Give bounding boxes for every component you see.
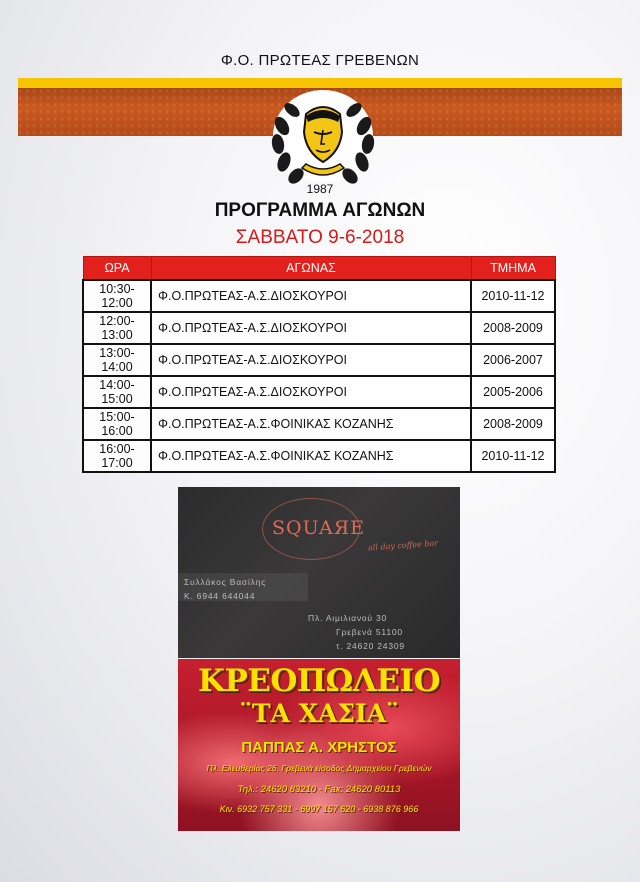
butcher-subtitle: ¨ΤΑ ΧΑΣΙΑ¨ — [239, 699, 399, 728]
square-tagline: all day coffee bar — [367, 538, 439, 553]
row-division: 2006-2007 — [471, 344, 555, 376]
table-row — [83, 280, 555, 312]
row-division: 2005-2006 — [471, 376, 555, 408]
square-contact-name: Συλλάκος Βασίλης — [184, 577, 267, 587]
row-match: Φ.Ο.ΠΡΩΤΕΑΣ-Α.Σ.ΔΙΟΣΚΟΥΡΟΙ — [151, 376, 471, 408]
ad-butcher-shop — [178, 659, 460, 831]
ad-square-coffee-bar — [178, 487, 460, 658]
header-match: ΑΓΩΝΑΣ — [151, 257, 471, 281]
row-division: 2008-2009 — [471, 408, 555, 440]
table-row — [83, 440, 555, 472]
butcher-title: ΚΡΕΟΠΩΛΕΙΟ — [198, 663, 440, 699]
row-time: 15:00-16:00 — [83, 408, 151, 440]
row-match: Φ.Ο.ΠΡΩΤΕΑΣ-Α.Σ.ΔΙΟΣΚΟΥΡΟΙ — [151, 280, 471, 312]
square-logo: SQUAЯE — [272, 517, 365, 539]
row-match: Φ.Ο.ΠΡΩΤΕΑΣ-Α.Σ.ΔΙΟΣΚΟΥΡΟΙ — [151, 312, 471, 344]
row-time: 12:00-13:00 — [83, 312, 151, 344]
table-row — [83, 344, 555, 376]
butcher-address: Πλ. Ελευθερίας 26, Γρεβενά είσοδος Δημαρχείου Γρεβενών — [206, 763, 432, 773]
club-crest-icon — [268, 86, 378, 186]
table-row — [83, 408, 555, 440]
row-time: 10:30-12:00 — [83, 280, 151, 312]
square-city: Γρεβενά 51100 — [336, 627, 403, 637]
row-match: Φ.Ο.ΠΡΩΤΕΑΣ-Α.Σ.ΔΙΟΣΚΟΥΡΟΙ — [151, 344, 471, 376]
header-division: ΤΜΗΜΑ — [471, 257, 555, 281]
row-time: 16:00-17:00 — [83, 440, 151, 472]
butcher-phones: Τηλ.: 24620 83210 - Fax: 24620 80113 — [237, 784, 401, 795]
row-time: 13:00-14:00 — [83, 344, 151, 376]
butcher-mobiles: Κιν. 6932 757 331 - 6997 157 620 - 6938 876 966 — [219, 804, 419, 814]
row-division: 2010-11-12 — [471, 280, 555, 312]
square-phone: τ. 24620 24309 — [336, 641, 405, 651]
row-match: Φ.Ο.ΠΡΩΤΕΑΣ-Α.Σ.ΦΟΙΝΙΚΑΣ ΚΟΖΑΝΗΣ — [151, 440, 471, 472]
table-row — [83, 376, 555, 408]
header-time: ΩΡΑ — [83, 257, 151, 281]
program-date: ΣΑΒΒΑΤΟ 9-6-2018 — [235, 227, 405, 248]
row-division: 2008-2009 — [471, 312, 555, 344]
table-row — [83, 312, 555, 344]
founded-year: 1987 — [306, 182, 334, 196]
square-mobile: Κ. 6944 644044 — [184, 591, 256, 601]
schedule-header-row — [83, 257, 555, 281]
schedule-table — [82, 256, 556, 473]
row-time: 14:00-15:00 — [83, 376, 151, 408]
row-match: Φ.Ο.ΠΡΩΤΕΑΣ-Α.Σ.ΦΟΙΝΙΚΑΣ ΚΟΖΑΝΗΣ — [151, 408, 471, 440]
butcher-owner: ΠΑΠΠΑΣ Α. ΧΡΗΣΤΟΣ — [241, 739, 397, 756]
row-division: 2010-11-12 — [471, 440, 555, 472]
square-address: Πλ. Αιμιλιανού 30 — [308, 613, 388, 623]
program-title: ΠΡΟΓΡΑΜΜΑ ΑΓΩΝΩΝ — [214, 200, 426, 221]
club-name: Φ.Ο. ΠΡΩΤΕΑΣ ΓΡΕΒΕΝΩΝ — [220, 52, 420, 69]
